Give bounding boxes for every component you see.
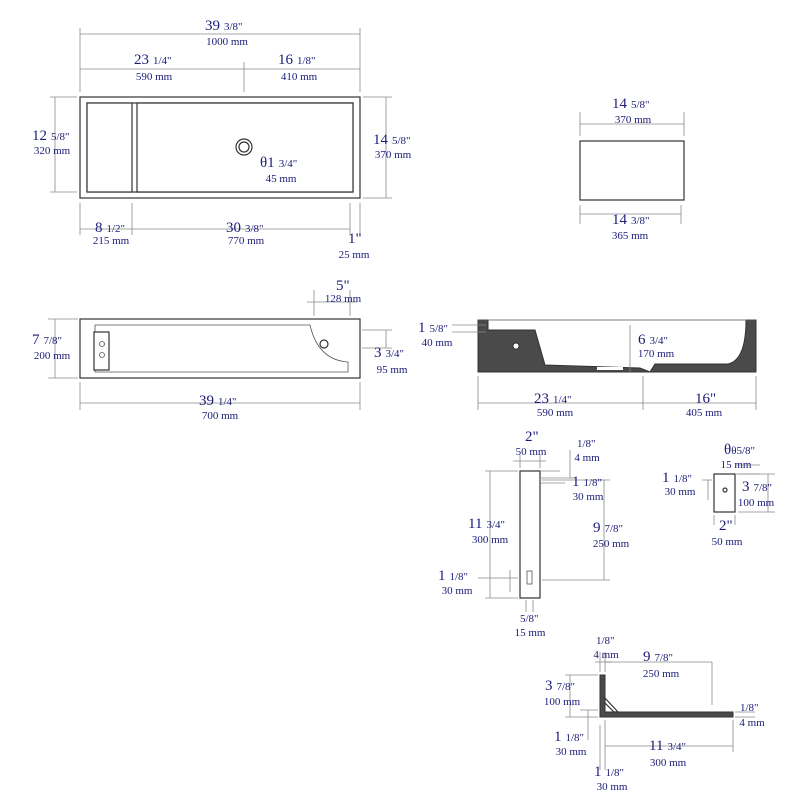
overall-length: 39 3/8" [205, 18, 243, 34]
section-depth: 6 3/4" [638, 332, 669, 348]
overflow-height-mm: 95 mm [376, 364, 408, 376]
front-view [48, 290, 392, 410]
side-total-mm: 300 mm [649, 757, 687, 769]
side-arm: 9 7/8" [643, 649, 674, 665]
rim-width: 1" [348, 231, 362, 247]
wall-thickness-mm: 40 mm [421, 337, 453, 349]
section-right-length-mm: 405 mm [685, 407, 723, 419]
inner-depth: 12 5/8" [32, 128, 70, 144]
dim-line-hole-pos [702, 480, 712, 500]
shelf-length: 8 1/2" [95, 220, 126, 236]
section-profile [478, 320, 756, 372]
plate-height: 3 7/8" [742, 479, 773, 495]
drain-inner [239, 142, 249, 152]
wall-thickness: 1 5/8" [418, 320, 449, 336]
side-upright-mm: 100 mm [543, 696, 581, 708]
shelf-area [87, 103, 132, 192]
side-gap-mm: 30 mm [555, 746, 587, 758]
plate-hole-pos-mm: 30 mm [664, 486, 696, 498]
basin-length: 30 3/8" [226, 220, 264, 236]
side-arm-mm: 250 mm [642, 668, 680, 680]
front-length-mm: 700 mm [201, 410, 239, 422]
bracket-plate [520, 471, 540, 598]
plate-hole-dia-mm: 15 mm [720, 459, 752, 471]
bracket-top-gap: 1 1/8" [572, 474, 603, 490]
mounting-plate [714, 474, 735, 512]
outer-depth-mm: 370 mm [374, 149, 412, 161]
front-outline [80, 319, 360, 378]
basin-length-mm: 770 mm [227, 235, 265, 247]
section-overflow-hole [513, 343, 519, 349]
bracket-width: 2" [525, 429, 539, 445]
left-part-length: 23 1/4" [134, 52, 172, 68]
bracket-gusset [605, 698, 618, 712]
offset-mm: 128 mm [324, 293, 362, 305]
plate-hole-pos: 1 1/8" [662, 470, 693, 486]
plate-hole-dia: θθ5/8" [724, 442, 756, 458]
end-width-top-mm: 370 mm [614, 114, 652, 126]
dim-line-bottom-offset [478, 570, 518, 592]
bracket-slot-width: 5/8" [520, 613, 539, 625]
drain-diameter: θ1 3/4" [260, 155, 298, 171]
section-drain-slot [597, 367, 623, 370]
side-thick-end-mm: 4 mm [739, 717, 765, 729]
bracket-slot-width-mm: 15 mm [514, 627, 546, 639]
end-width-bottom: 14 3/8" [612, 212, 650, 228]
side-thick-top-mm: 4 mm [593, 649, 619, 661]
bracket-bottom-mm: 30 mm [441, 585, 473, 597]
bracket-l-profile [600, 675, 733, 717]
side-base: 1 1/8" [594, 764, 625, 780]
front-height-mm: 200 mm [33, 350, 71, 362]
outer-depth: 14 5/8" [373, 132, 411, 148]
right-part-length: 16 1/8" [278, 52, 316, 68]
bracket-top-gap-mm: 30 mm [572, 491, 604, 503]
bracket-bottom: 1 1/8" [438, 568, 469, 584]
section-left-length-mm: 590 mm [536, 407, 574, 419]
end-width-top: 14 5/8" [612, 96, 650, 112]
section-right-length: 16" [695, 391, 717, 407]
side-total: 11 3/4" [649, 738, 686, 754]
right-part-mm: 410 mm [280, 71, 318, 83]
plate-hole [723, 488, 727, 492]
bracket-slot-height-mm: 250 mm [592, 538, 630, 550]
end-view [580, 112, 684, 224]
bracket-front-hidden [94, 332, 109, 370]
shelf-length-mm: 215 mm [92, 235, 130, 247]
overall-length-mm: 1000 mm [206, 36, 248, 48]
left-part-mm: 590 mm [135, 71, 173, 83]
bracket-slot-height: 9 7/8" [593, 520, 624, 536]
bracket-height-mm: 300 mm [471, 534, 509, 546]
section-left-length: 23 1/4" [534, 391, 572, 407]
offset-in: 5" [336, 278, 350, 294]
section-depth-mm: 170 mm [637, 348, 675, 360]
bracket-thick-mm: 4 mm [574, 452, 600, 464]
dim-line-top-gap [540, 471, 565, 483]
dim-line-split [80, 62, 360, 92]
rim-width-mm: 25 mm [338, 249, 370, 261]
mounting-plate-view [702, 465, 775, 525]
plate-width: 2" [719, 518, 733, 534]
side-gap: 1 1/8" [554, 729, 585, 745]
side-thick-end: 1/8" [740, 702, 759, 714]
front-length: 39 1/4" [199, 393, 237, 409]
side-base-mm: 30 mm [596, 781, 628, 793]
plate-width-mm: 50 mm [711, 536, 743, 548]
dim-line-slot-width [526, 600, 533, 612]
inner-depth-mm: 320 mm [33, 145, 71, 157]
dim-line-front-height [48, 319, 78, 378]
end-outline [580, 141, 684, 200]
bracket-front-view [478, 450, 610, 612]
bracket-width-mm: 50 mm [515, 446, 547, 458]
front-height: 7 7/8" [32, 332, 63, 348]
overflow-hole [320, 340, 328, 348]
overflow-height: 3 3/4" [374, 345, 405, 361]
drain-diameter-mm: 45 mm [265, 173, 297, 185]
bracket-height: 11 3/4" [468, 516, 505, 532]
bracket-thick: 1/8" [577, 438, 596, 450]
side-thick-top: 1/8" [596, 635, 615, 647]
top-view [50, 28, 392, 235]
side-upright: 3 7/8" [545, 678, 576, 694]
plate-height-mm: 100 mm [737, 497, 775, 509]
end-width-bottom-mm: 365 mm [611, 230, 649, 242]
